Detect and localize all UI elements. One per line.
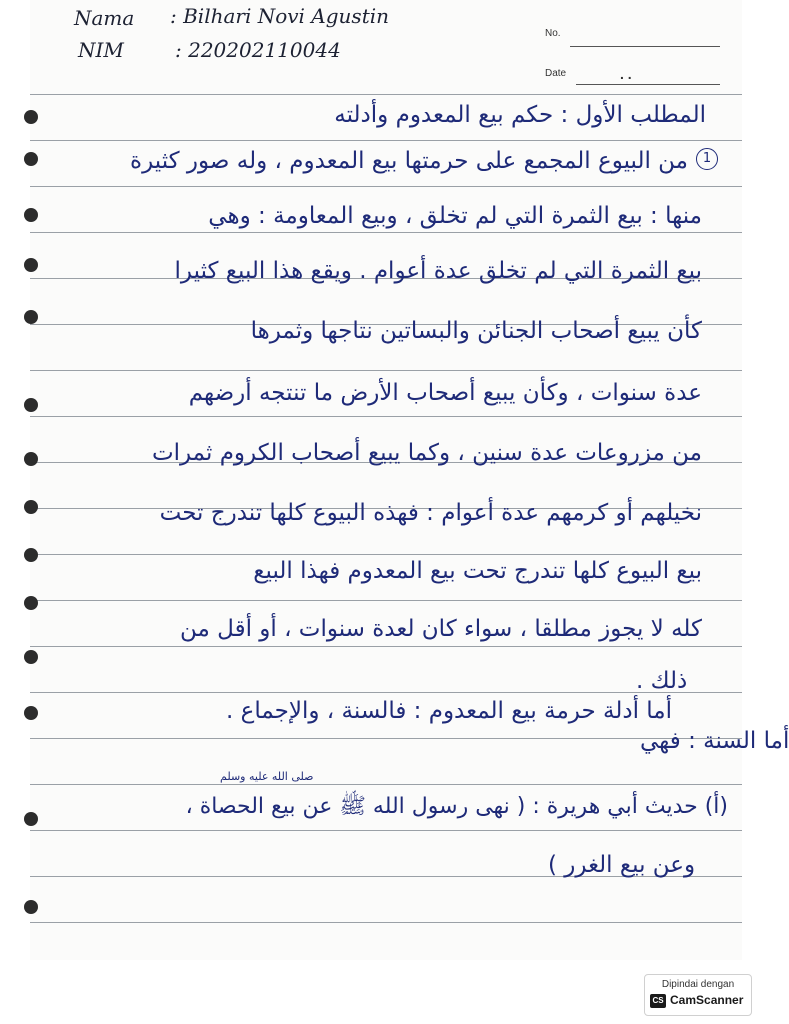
nim-value: : 220202110044	[175, 38, 341, 62]
binder-hole	[24, 452, 38, 466]
ruled-line	[30, 922, 742, 923]
ruled-line	[30, 186, 742, 187]
date-field-line	[576, 84, 720, 85]
binder-hole	[24, 548, 38, 562]
body-line-8: بيع البيوع كلها تندرج تحت بيع المعدوم فهذا البيع	[253, 558, 702, 584]
body-line-1: من البيوع المجمع على حرمتها بيع المعدوم ، وله صور كثيرة	[130, 148, 688, 174]
body-line-9: كله لا يجوز مطلقا ، سواء كان لعدة سنوات ، أو أقل من	[180, 616, 702, 642]
notebook-page	[30, 0, 789, 960]
body-line-12: أما السنة : فهي	[640, 728, 789, 754]
body-line-3: بيع الثمرة التي لم تخلق عدة أعوام . ويقع هذا البيع كثيرا	[174, 258, 702, 284]
body-line-4: كأن يبيع أصحاب الجنائن والبساتين نتاجها وثمرها	[250, 318, 702, 344]
binder-hole	[24, 812, 38, 826]
date-label: Date	[545, 68, 567, 79]
body-line-10: ذلك .	[636, 668, 688, 694]
ruled-line	[30, 784, 742, 785]
camscanner-logo-icon: CS	[650, 994, 666, 1008]
ruled-line	[30, 232, 742, 233]
ruled-line	[30, 370, 742, 371]
ruled-line	[30, 646, 742, 647]
no-label: No.	[545, 28, 561, 39]
ruled-line	[30, 140, 742, 141]
binder-hole	[24, 650, 38, 664]
name-label: Nama	[74, 6, 135, 30]
binder-hole	[24, 258, 38, 272]
binder-hole	[24, 398, 38, 412]
binder-hole	[24, 208, 38, 222]
binder-hole	[24, 310, 38, 324]
scanner-brand: CamScanner	[670, 993, 744, 1007]
binder-hole	[24, 152, 38, 166]
ruled-line	[30, 830, 742, 831]
ruled-line	[30, 554, 742, 555]
item-number: 1	[696, 148, 718, 170]
body-line-6: من مزروعات عدة سنين ، وكما يبيع أصحاب الكروم ثمرات	[151, 440, 702, 466]
body-line-5: عدة سنوات ، وكأن يبيع أصحاب الأرض ما تنتجه أرضهم	[188, 380, 702, 406]
interline-note: صلى الله عليه وسلم	[220, 770, 314, 783]
ruled-line	[30, 600, 742, 601]
ruled-line	[30, 738, 742, 739]
ruled-line	[30, 416, 742, 417]
binder-hole	[24, 706, 38, 720]
body-line-11: أما أدلة حرمة بيع المعدوم : فالسنة ، والإجماع .	[226, 698, 672, 724]
body-line-2: منها : بيع الثمرة التي لم تخلق ، وبيع المعاومة : وهي	[208, 203, 702, 229]
binder-hole	[24, 596, 38, 610]
ruled-line	[30, 94, 742, 95]
binder-hole	[24, 500, 38, 514]
binder-hole	[24, 900, 38, 914]
scanner-watermark	[644, 974, 752, 1016]
nim-label: NIM	[78, 38, 124, 62]
name-value: : Bilhari Novi Agustin	[170, 4, 390, 28]
no-field-line	[570, 46, 720, 47]
body-line-14: وعن بيع الغرر )	[548, 852, 696, 878]
section-title: المطلب الأول : حكم بيع المعدوم وأدلته	[334, 102, 706, 128]
binder-hole	[24, 110, 38, 124]
date-dots: . .	[620, 66, 632, 82]
body-line-13: (أ) حديث أبي هريرة : ( نهى رسول الله ﷺ عن بيع الحصاة ،	[185, 794, 728, 819]
scanner-caption: Dipindai dengan	[661, 979, 735, 990]
body-line-7: نخيلهم أو كرمهم عدة أعوام : فهذه البيوع كلها تندرج تحت	[159, 500, 702, 526]
